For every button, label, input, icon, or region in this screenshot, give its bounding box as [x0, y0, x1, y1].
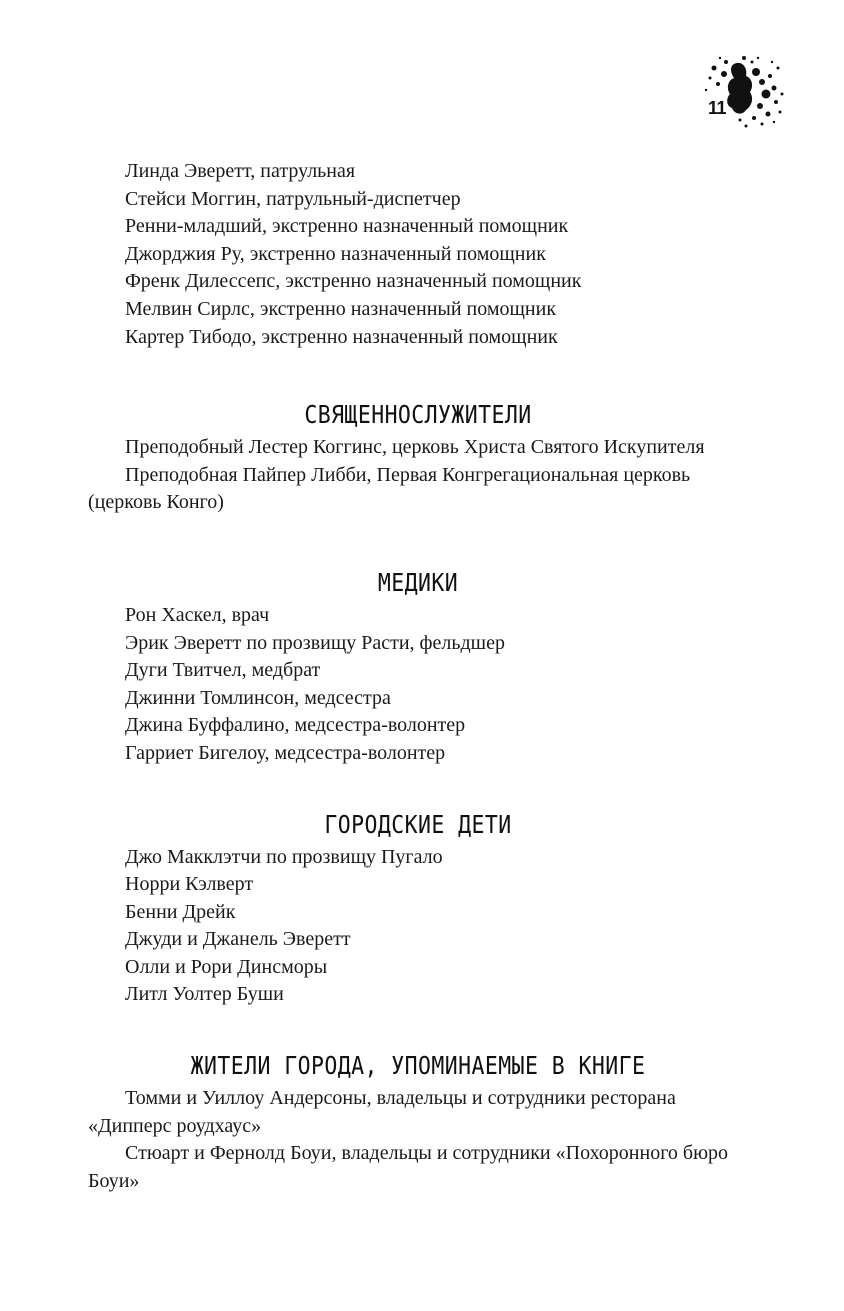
list-item: Джина Буффалино, медсестра-волонтер — [125, 714, 466, 737]
list-item: Бенни Дрейк — [125, 900, 236, 923]
page-number: 11 — [708, 98, 727, 118]
list-item: Преподобный Лестер Коггинс, церковь Христа Святого Искупителя — [125, 436, 705, 459]
list-item: Джорджия Ру, экстренно назначенный помощник — [125, 242, 546, 265]
kids-list — [88, 844, 748, 1010]
list-item: Мелвин Сирлс, экстренно назначенный помощник — [125, 297, 557, 320]
list-item: Френк Дилессепс, экстренно назначенный помощник — [125, 270, 582, 293]
section-title-kids: ГОРОДСКИЕ ДЕТИ — [324, 809, 512, 839]
section-title-clergy: СВЯЩЕННОСЛУЖИТЕЛИ — [304, 400, 532, 430]
list-item: Джуди и Джанель Эверетт — [125, 928, 351, 951]
list-item: Стейси Моггин, патрульный-диспетчер — [125, 187, 461, 210]
page-content — [88, 158, 748, 1195]
list-item: Эрик Эверетт по прозвищу Расти, фельдшер — [125, 631, 505, 654]
list-item: Джинни Томлинсон, медсестра — [125, 686, 391, 709]
list-item: Преподобная Пайпер Либби, Первая Конгрегациональная церковь (церковь Конго) — [88, 463, 691, 514]
staff-list — [88, 158, 748, 351]
page-number-ornament — [696, 54, 786, 134]
section-title-medics: МЕДИКИ — [377, 567, 459, 597]
list-item: Олли и Рори Динсморы — [125, 955, 328, 978]
list-item: Джо Макклэтчи по прозвищу Пугало — [125, 845, 443, 868]
list-item: Норри Кэлверт — [125, 873, 254, 896]
list-item: Картер Тибодо, экстренно назначенный помощник — [125, 325, 558, 348]
section-title-townsfolk: ЖИТЕЛИ ГОРОДА, УПОМИНАЕМЫЕ В КНИГЕ — [190, 1051, 646, 1081]
list-item: Литл Уолтер Буши — [125, 983, 284, 1006]
list-item: Рон Хаскел, врач — [125, 603, 270, 626]
list-item: Дуги Твитчел, медбрат — [125, 659, 321, 682]
medics-list — [88, 602, 748, 768]
list-item: Томми и Уиллоу Андерсоны, владельцы и сотрудники ресторана «Дипперс роудхаус» — [88, 1087, 676, 1137]
list-item: Линда Эверетт, патрульная — [125, 160, 356, 182]
list-item: Гарриет Бигелоу, медсестра-волонтер — [125, 741, 446, 764]
list-item: Ренни-младший, экстренно назначенный помощник — [125, 215, 569, 238]
list-item: Стюарт и Фернолд Боуи, владельцы и сотрудники «Похоронного бюро Боуи» — [88, 1142, 729, 1192]
ink-splatter-icon — [696, 54, 786, 134]
